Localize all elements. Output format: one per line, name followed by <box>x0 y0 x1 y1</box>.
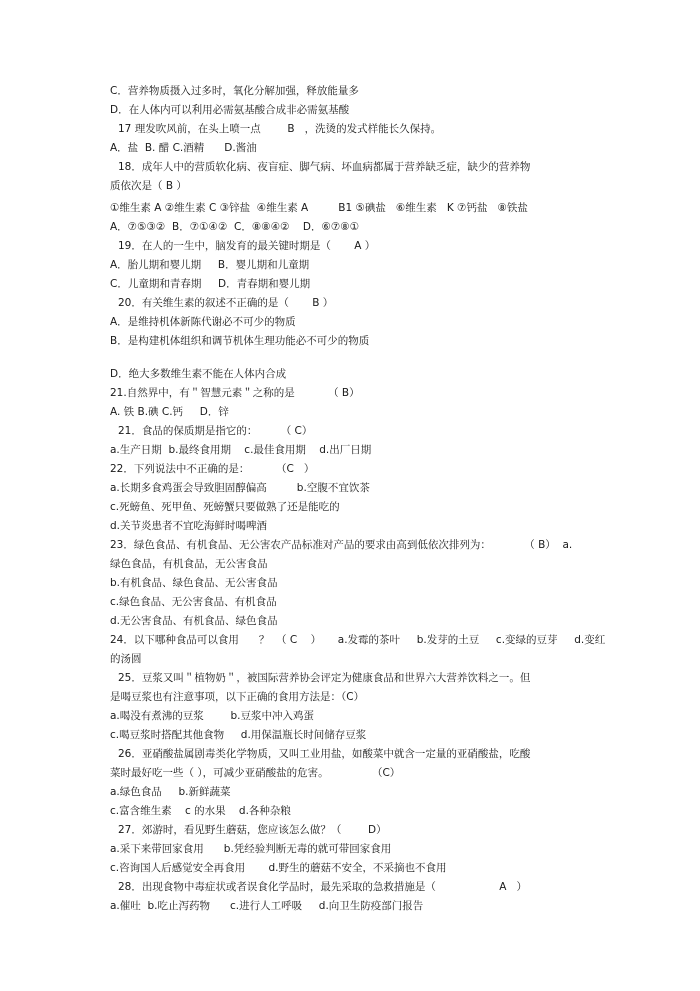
text-line: C．营养物质摄入过多时，氧化分解加强，释放能量多 <box>110 85 359 97</box>
text-line: b.有机食品、绿色食品、无公害食品 <box>110 577 278 589</box>
text-line: A．胎儿期和婴儿期 B．婴儿期和儿童期 <box>110 259 310 271</box>
text-line: 是喝豆浆也有注意事项，以下正确的食用方法是：（C） <box>110 691 365 703</box>
question-25: 25．豆浆又叫＂植物奶＂，被国际营养协会评定为健康食品和世界六大营养饮料之一。但 <box>118 672 531 684</box>
text-line: ①维生素 A ②维生素 C ③锌盐 ④维生素 A B1 ⑤碘盐 ⑥维生素 K ⑦钙盐 ⑧铁盐 <box>110 202 528 214</box>
text-line: A．⑦⑤③② B．⑦①④② C．⑧⑧④② D．⑥⑦⑧① <box>110 221 360 233</box>
text-line: c.绿色食品、无公害食品、有机食品 <box>110 596 277 608</box>
question-18: 18．成年人中的营质软化病、夜盲症、脚气病、坏血病都属于营养缺乏症，缺少的营养物 <box>118 161 531 173</box>
text-line: 的汤圆 <box>110 653 142 665</box>
question-27: 27．郊游时，看见野生蘑菇，您应该怎么做？（ D） <box>118 824 387 836</box>
question-21a: 21.自然界中，有＂智慧元素＂之称的是 （ B） <box>110 387 360 399</box>
question-28: 28．出现食物中毒症状或者误食化学品时，最先采取的急救措施是（ A ） <box>118 881 527 893</box>
text-line: C．儿童期和青春期 D．青春期和婴儿期 <box>110 278 311 290</box>
text-line: A. 铁 B.碘 C.钙 D．锌 <box>110 406 229 418</box>
question-21b: 21．食品的保质期是指它的： （ C） <box>118 425 313 437</box>
question-23: 23．绿色食品、有机食品、无公害农产品标准对产品的要求由高到低依次排列为： （ B） a. <box>110 539 573 551</box>
text-line: B．是构建机体组织和调节机体生理功能必不可少的物质 <box>110 335 370 347</box>
question-20: 20．有关维生素的叙述不正确的是（ B ） <box>118 297 334 309</box>
question-22: 22．下列说法中不正确的是： （C ） <box>110 463 315 475</box>
question-24: 24．以下哪种食品可以食用 ？ （ C ） a.发霉的茶叶 b.发芽的土豆 c.变绿的豆芽 d.变红 <box>110 634 606 646</box>
text-line: a.生产日期 b.最终食用期 c.最佳食用期 d.出厂日期 <box>110 444 372 456</box>
text-line: A．盐 B. 醋 C.酒精 D.酱油 <box>110 142 257 154</box>
text-line: a.绿色食品 b.新鲜蔬菜 <box>110 786 231 798</box>
text-line: a.采下来带回家食用 b.凭经验判断无毒的就可带回家食用 <box>110 843 392 855</box>
question-19: 19．在人的一生中，脑发育的最关键时期是（ A ） <box>118 240 376 252</box>
text-line: c.死螃鱼、死甲鱼、死螃蟹只要做熟了还是能吃的 <box>110 501 340 513</box>
text-line: 绿色食品，有机食品，无公害食品 <box>110 558 268 570</box>
text-line: D．在人体内可以利用必需氨基酸合成非必需氨基酸 <box>110 104 350 116</box>
text-line: a.催吐 b.吃止泻药物 c.进行人工呼吸 d.向卫生防疫部门报告 <box>110 900 424 912</box>
text-line: c.富含维生素 c 的水果 d.各种杂粮 <box>110 805 291 817</box>
text-line: c.喝豆浆时搭配其他食物 d.用保温瓶长时间储存豆浆 <box>110 729 367 741</box>
text-line: A．是维持机体新陈代谢必不可少的物质 <box>110 316 296 328</box>
text-line: a.长期多食鸡蛋会导致胆固醇偏高 b.空腹不宜饮茶 <box>110 482 370 494</box>
text-line: a.喝没有煮沸的豆浆 b.豆浆中冲入鸡蛋 <box>110 710 314 722</box>
text-line: c.咨询国人后感觉安全再食用 d.野生的蘑菇不安全，不采摘也不食用 <box>110 862 447 874</box>
text-line: D．绝大多数维生素不能在人体内合成 <box>110 368 287 380</box>
text-line: 质依次是（ B ） <box>110 180 187 192</box>
text-line: 菜时最好吃一些（ ），可减少亚硝酸盐的危害。 （C） <box>110 767 401 779</box>
question-26: 26．亚硝酸盐属剧毒类化学物质，又叫工业用盐，如酸菜中就含一定量的亚硝酸盐，吃酸 <box>118 748 531 760</box>
question-17: 17 理发吹风前，在头上喷一点 B ，洗烫的发式样能长久保持。 <box>118 123 442 135</box>
text-line: d.无公害食品、有机食品、绿色食品 <box>110 615 278 627</box>
text-line: d.关节炎患者不宜吃海鲜时喝啤酒 <box>110 520 268 532</box>
